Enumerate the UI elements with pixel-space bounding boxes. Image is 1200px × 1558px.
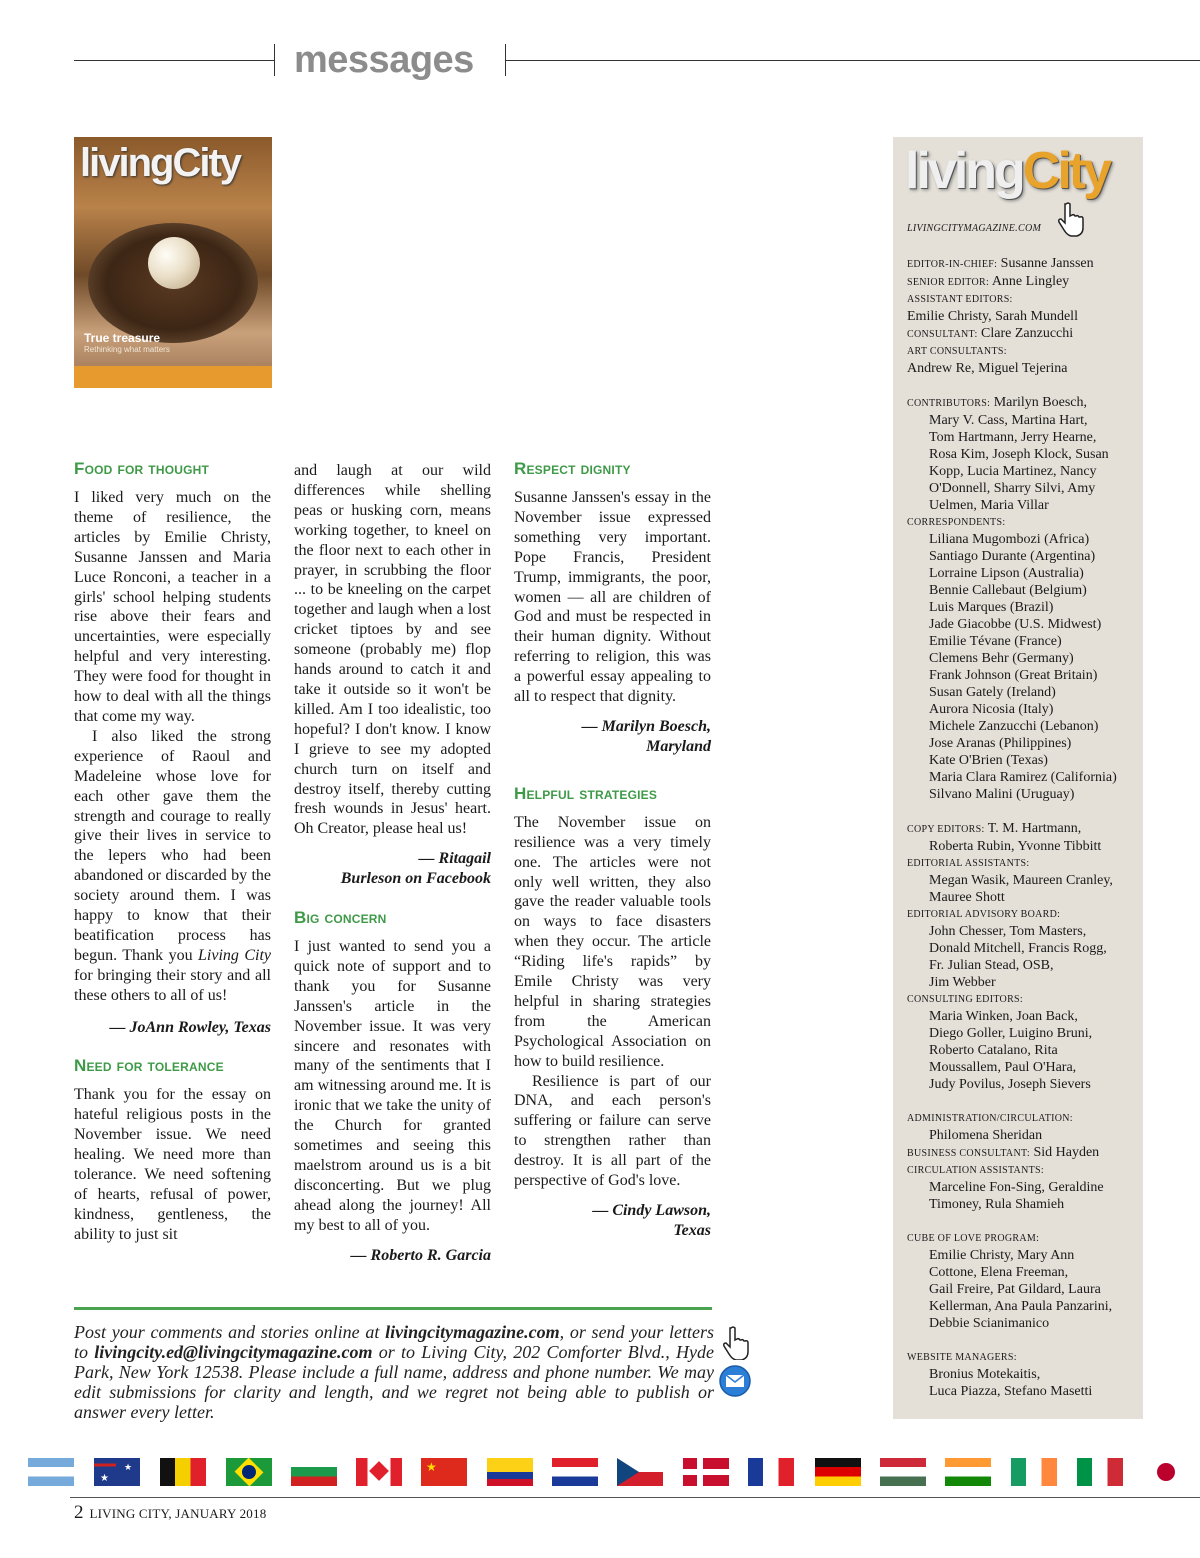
- submission-note: Post your comments and stories online at livingcitymagazine.com, or send your letters to livingcity.ed@livingcitymagazine.com or to Living City, 202 Comforter Blvd., Hyde Park, New York 12538. Please include a full name, address and phone number. We may edit submissions for clarity and length, and we regret not being able to publish or answer every letter.: [74, 1322, 715, 1422]
- cover-subhead: Rethinking what matters: [84, 345, 170, 354]
- staff-line: Silvano Malini (Uruguay): [929, 787, 1075, 802]
- staff-line: Kopp, Lucia Martinez, Nancy: [929, 464, 1097, 479]
- assistant-editors-label: ASSISTANT EDITORS:: [907, 294, 1013, 305]
- administration-label: ADMINISTRATION/CIRCULATION:: [907, 1113, 1073, 1124]
- staff-line: O'Donnell, Sharry Silvi, Amy: [929, 481, 1096, 496]
- staff-line: Gail Freire, Pat Gildard, Laura: [929, 1282, 1101, 1297]
- letter-strategies-signature: — Cindy Lawson, Texas: [592, 1202, 711, 1239]
- cover-footer-strip: [74, 366, 272, 388]
- cube-of-love-label: CUBE OF LOVE PROGRAM:: [907, 1233, 1040, 1244]
- staff-line: Maria Clara Ramirez (California): [929, 770, 1117, 785]
- australia-flag: ★ ★: [94, 1458, 140, 1486]
- copy-editors-list: [907, 838, 1139, 855]
- staff-line: Michele Zanzucchi (Lebanon): [929, 719, 1099, 734]
- letter-tolerance-body-part1: Thank you for the essay on hateful religious posts in the November issue. We need healing. We need more than tolerance. We need softening of hearts, refusal of power, kindness, gentleness, the ability to just sit: [74, 1086, 271, 1243]
- staff-line: Philomena Sheridan: [929, 1128, 1043, 1143]
- staff-line: Mauree Shott: [929, 890, 1005, 905]
- staff-line: Marceline Fon-Sing, Geraldine: [929, 1180, 1104, 1195]
- letter-heading-strategies: Helpful strategies: [514, 783, 658, 803]
- advisory-board-list: [907, 923, 1139, 991]
- letter-food-body-1: I liked very much on the theme of resilience, the articles by Emilie Christy, Susanne Janssen and Maria Luce Ronconi, a teacher in a girls' school helping students rise above their fears and uncertainties, were especially helpful and very interesting. They were food for thought in how to deal with all the things that come my way.: [74, 489, 271, 725]
- header-tick-left: [274, 44, 275, 76]
- letter-dignity-body: Susanne Janssen's essay in the November issue expressed something very important. Pope Francis, President Trump, immigrants, the poor, women — all are children of God and must be respected in their human dignity. Without referring to religion, this was a powerful essay appealing to all to respect that dignity.: [514, 489, 711, 706]
- letter-tolerance-body-part2: and laugh at our wild differences while shelling peas or husking corn, means working together, to kneel on the floor next to each other in prayer, in scrubbing the floor ... to be kneeling on the carpet together and laugh when a lost cricket tiptoes by and see someone (probably me) flop hands around to catch it and take it outside so it won't be killed. Am I too idealistic, too hopeful? I don't know. I know I grieve to see my adopted church turn on itself and destroy itself, thereby cutting fresh wounds in Jesus' heart. Oh Creator, please heal us!: [294, 462, 491, 838]
- editorial-assistants-list: [907, 872, 1139, 906]
- column-3: [514, 458, 711, 1259]
- cover-pearl-graphic: [148, 237, 200, 289]
- assistant-editors: Emilie Christy, Sarah Mundell: [907, 309, 1078, 324]
- column-2: [294, 461, 491, 1284]
- copy-editors-line: COPY EDITORS: T. M. Hartmann,: [907, 821, 1082, 836]
- section-title: messages: [294, 39, 474, 81]
- footer-note-rule: [74, 1307, 712, 1310]
- business-consultant-line: BUSINESS CONSULTANT: Sid Hayden: [907, 1145, 1100, 1160]
- denmark-flag: [683, 1458, 729, 1486]
- staff-line: Kate O'Brien (Texas): [929, 753, 1048, 768]
- staff-line: Luca Piazza, Stefano Masetti: [929, 1384, 1093, 1399]
- masthead-staff-list: [907, 255, 1139, 1400]
- letter-concern-signature: — Roberto R. Garcia: [350, 1246, 491, 1264]
- staff-line: Susan Gately (Ireland): [929, 685, 1056, 700]
- staff-line: Frank Johnson (Great Britain): [929, 668, 1098, 683]
- letter-heading-dignity: Respect dignity: [514, 459, 631, 478]
- letter-heading-food: Food for thought: [74, 459, 210, 478]
- magazine-cover-image[interactable]: [74, 137, 272, 388]
- staff-line: Jim Webber: [929, 975, 996, 990]
- staff-line: Moussallem, Paul O'Hara,: [929, 1060, 1077, 1075]
- colombia-flag: [487, 1458, 533, 1486]
- staff-line: Roberta Rubin, Yvonne Tibbitt: [929, 839, 1102, 854]
- staff-line: Diego Goller, Luigino Bruni,: [929, 1026, 1093, 1041]
- staff-line: Rosa Kim, Joseph Klock, Susan: [929, 447, 1109, 462]
- staff-line: Tom Hartmann, Jerry Hearne,: [929, 430, 1097, 445]
- masthead-panel: [893, 137, 1143, 1419]
- staff-line: Megan Wasik, Maureen Cranley,: [929, 873, 1113, 888]
- website-managers-label: WEBSITE MANAGERS:: [907, 1352, 1017, 1363]
- staff-line: Debbie Scianimanico: [929, 1316, 1050, 1331]
- staff-line: Maria Winken, Joan Back,: [929, 1009, 1078, 1024]
- letter-tolerance-signature: — Ritagail Burleson on Facebook: [340, 850, 491, 888]
- advisory-board-label: EDITORIAL ADVISORY BOARD:: [907, 909, 1061, 920]
- cover-headline: True treasure: [84, 331, 161, 345]
- page-number: 2: [74, 1502, 84, 1523]
- staff-line: Fr. Julian Stead, OSB,: [929, 958, 1054, 973]
- website-link[interactable]: livingcitymagazine.com: [385, 1322, 560, 1342]
- staff-line: Jose Aranas (Philippines): [929, 736, 1072, 751]
- letter-heading-concern: Big concern: [294, 908, 387, 928]
- czech-flag: [617, 1458, 663, 1486]
- staff-line: Cottone, Elena Freeman,: [929, 1265, 1069, 1280]
- administration-list: [907, 1127, 1139, 1144]
- cover-logo: livingCity: [80, 141, 241, 185]
- china-flag: ★: [421, 1458, 467, 1486]
- contributors-list: [907, 412, 1139, 514]
- consultant-line: CONSULTANT: Clare Zanzucchi: [907, 326, 1074, 341]
- letter-strategies-body-2: Resilience is part of our DNA, and each person's suffering or failure can serve to strengthen rather than destroy. It is all part of the perspective of God's love.: [514, 1072, 711, 1190]
- staff-line: Emilie Tévane (France): [929, 634, 1062, 649]
- correspondents-list: [907, 531, 1139, 803]
- india-flag: [945, 1458, 991, 1486]
- staff-line: Uelmen, Maria Villar: [929, 498, 1049, 513]
- ireland-flag: [1011, 1458, 1057, 1486]
- pointer-hand-icon: [1057, 201, 1085, 237]
- correspondents-label: CORRESPONDENTS:: [907, 517, 1006, 528]
- staff-line: Timoney, Rula Shamieh: [929, 1197, 1065, 1212]
- editorial-assistants-label: EDITORIAL ASSISTANTS:: [907, 858, 1030, 869]
- footer-rule: [70, 1497, 1200, 1498]
- header-rule-right: [505, 60, 1200, 61]
- letter-dignity-signature: — Marilyn Boesch, Maryland: [581, 717, 711, 755]
- argentina-flag: [28, 1458, 74, 1486]
- publication-date: LIVING CITY, JANUARY 2018: [89, 1506, 267, 1521]
- staff-line: Kellerman, Ana Paula Panzarini,: [929, 1299, 1113, 1314]
- bulgaria-flag: [291, 1458, 337, 1486]
- masthead-logo[interactable]: livingCity: [905, 142, 1110, 200]
- staff-line: Bennie Callebaut (Belgium): [929, 583, 1087, 598]
- staff-line: Jade Giacobbe (U.S. Midwest): [929, 617, 1102, 632]
- editor-line: EDITOR-IN-CHIEF: Susanne Janssen: [907, 256, 1094, 271]
- art-consultants: Andrew Re, Miguel Tejerina: [907, 361, 1068, 376]
- brazil-flag: [226, 1458, 272, 1486]
- email-link[interactable]: livingcity.ed@livingcitymagazine.com: [94, 1342, 373, 1362]
- email-envelope-icon[interactable]: [718, 1364, 752, 1398]
- staff-line: Roberto Catalano, Rita: [929, 1043, 1058, 1058]
- hungary-flag: [880, 1458, 926, 1486]
- letter-food-body-2: I also liked the strong experience of Raoul and Madeleine whose love for each other gave them the strength and courage to really give their lives in service to the lepers who had been abandoned or discarded by the society around them. I was happy to know that their beatification process has begun. Thank you Living City for bringing their story and all these others to all of us!: [74, 727, 271, 1004]
- japan-flag: [1143, 1458, 1183, 1486]
- letter-strategies-body-1: The November issue on resilience was a very timely one. The articles were not only well written, they also gave the reader valuable tools on ways to face disasters when they occur. The article “Riding life's rapids” by Emile Christy was very helpful in sharing strategies from the American Psychological Association on how to build resilience.: [514, 813, 711, 1070]
- letter-food-signature: — JoAnn Rowley, Texas: [109, 1018, 271, 1036]
- column-1: [74, 458, 271, 1245]
- staff-line: Lorraine Lipson (Australia): [929, 566, 1084, 581]
- croatia-flag: [552, 1458, 598, 1486]
- website-managers-list: [907, 1366, 1139, 1400]
- staff-line: Judy Povilus, Joseph Sievers: [929, 1077, 1091, 1092]
- staff-line: John Chesser, Tom Masters,: [929, 924, 1087, 939]
- staff-line: Liliana Mugombozi (Africa): [929, 532, 1090, 547]
- staff-line: Luis Marques (Brazil): [929, 600, 1054, 615]
- germany-flag: [815, 1458, 861, 1486]
- pointer-hand-icon[interactable]: [722, 1326, 750, 1360]
- consulting-editors-label: CONSULTING EDITORS:: [907, 994, 1023, 1005]
- contributors-line: CONTRIBUTORS: Marilyn Boesch,: [907, 395, 1088, 410]
- france-flag: [748, 1458, 794, 1486]
- consulting-editors-list: [907, 1008, 1139, 1093]
- cube-of-love-list: [907, 1247, 1139, 1332]
- letter-concern-body: I just wanted to send you a quick note of support and to thank you for Susanne Janssen's article in the November issue. It was very sincere and resonates with many of the sentiments that I am witnessing around me. It is ironic that we take the unity of the Church for granted sometimes and seeing this maelstrom around us is a bit disconcerting. But we plug ahead along the journey! All my best to all of you.: [294, 938, 491, 1234]
- art-consultants-label: ART CONSULTANTS:: [907, 346, 1007, 357]
- italy-flag: [1077, 1458, 1123, 1486]
- staff-line: Santiago Durante (Argentina): [929, 549, 1096, 564]
- staff-line: Aurora Nicosia (Italy): [929, 702, 1054, 717]
- letter-heading-tolerance: Need for tolerance: [74, 1056, 224, 1076]
- page-folio: [74, 1502, 266, 1524]
- staff-line: Donald Mitchell, Francis Rogg,: [929, 941, 1107, 956]
- staff-line: Bronius Motekaitis,: [929, 1367, 1041, 1382]
- staff-line: Emilie Christy, Mary Ann: [929, 1248, 1075, 1263]
- canada-flag: [356, 1458, 402, 1486]
- masthead-url[interactable]: LIVINGCITYMAGAZINE.COM: [907, 223, 1042, 234]
- circulation-assistants-list: [907, 1179, 1139, 1213]
- header-rule-left: [74, 60, 274, 61]
- belgium-flag: [160, 1458, 206, 1486]
- senior-editor-line: SENIOR EDITOR: Anne Lingley: [907, 274, 1070, 289]
- staff-line: Mary V. Cass, Martina Hart,: [929, 413, 1088, 428]
- circulation-assistants-label: CIRCULATION ASSISTANTS:: [907, 1165, 1044, 1176]
- staff-line: Clemens Behr (Germany): [929, 651, 1074, 666]
